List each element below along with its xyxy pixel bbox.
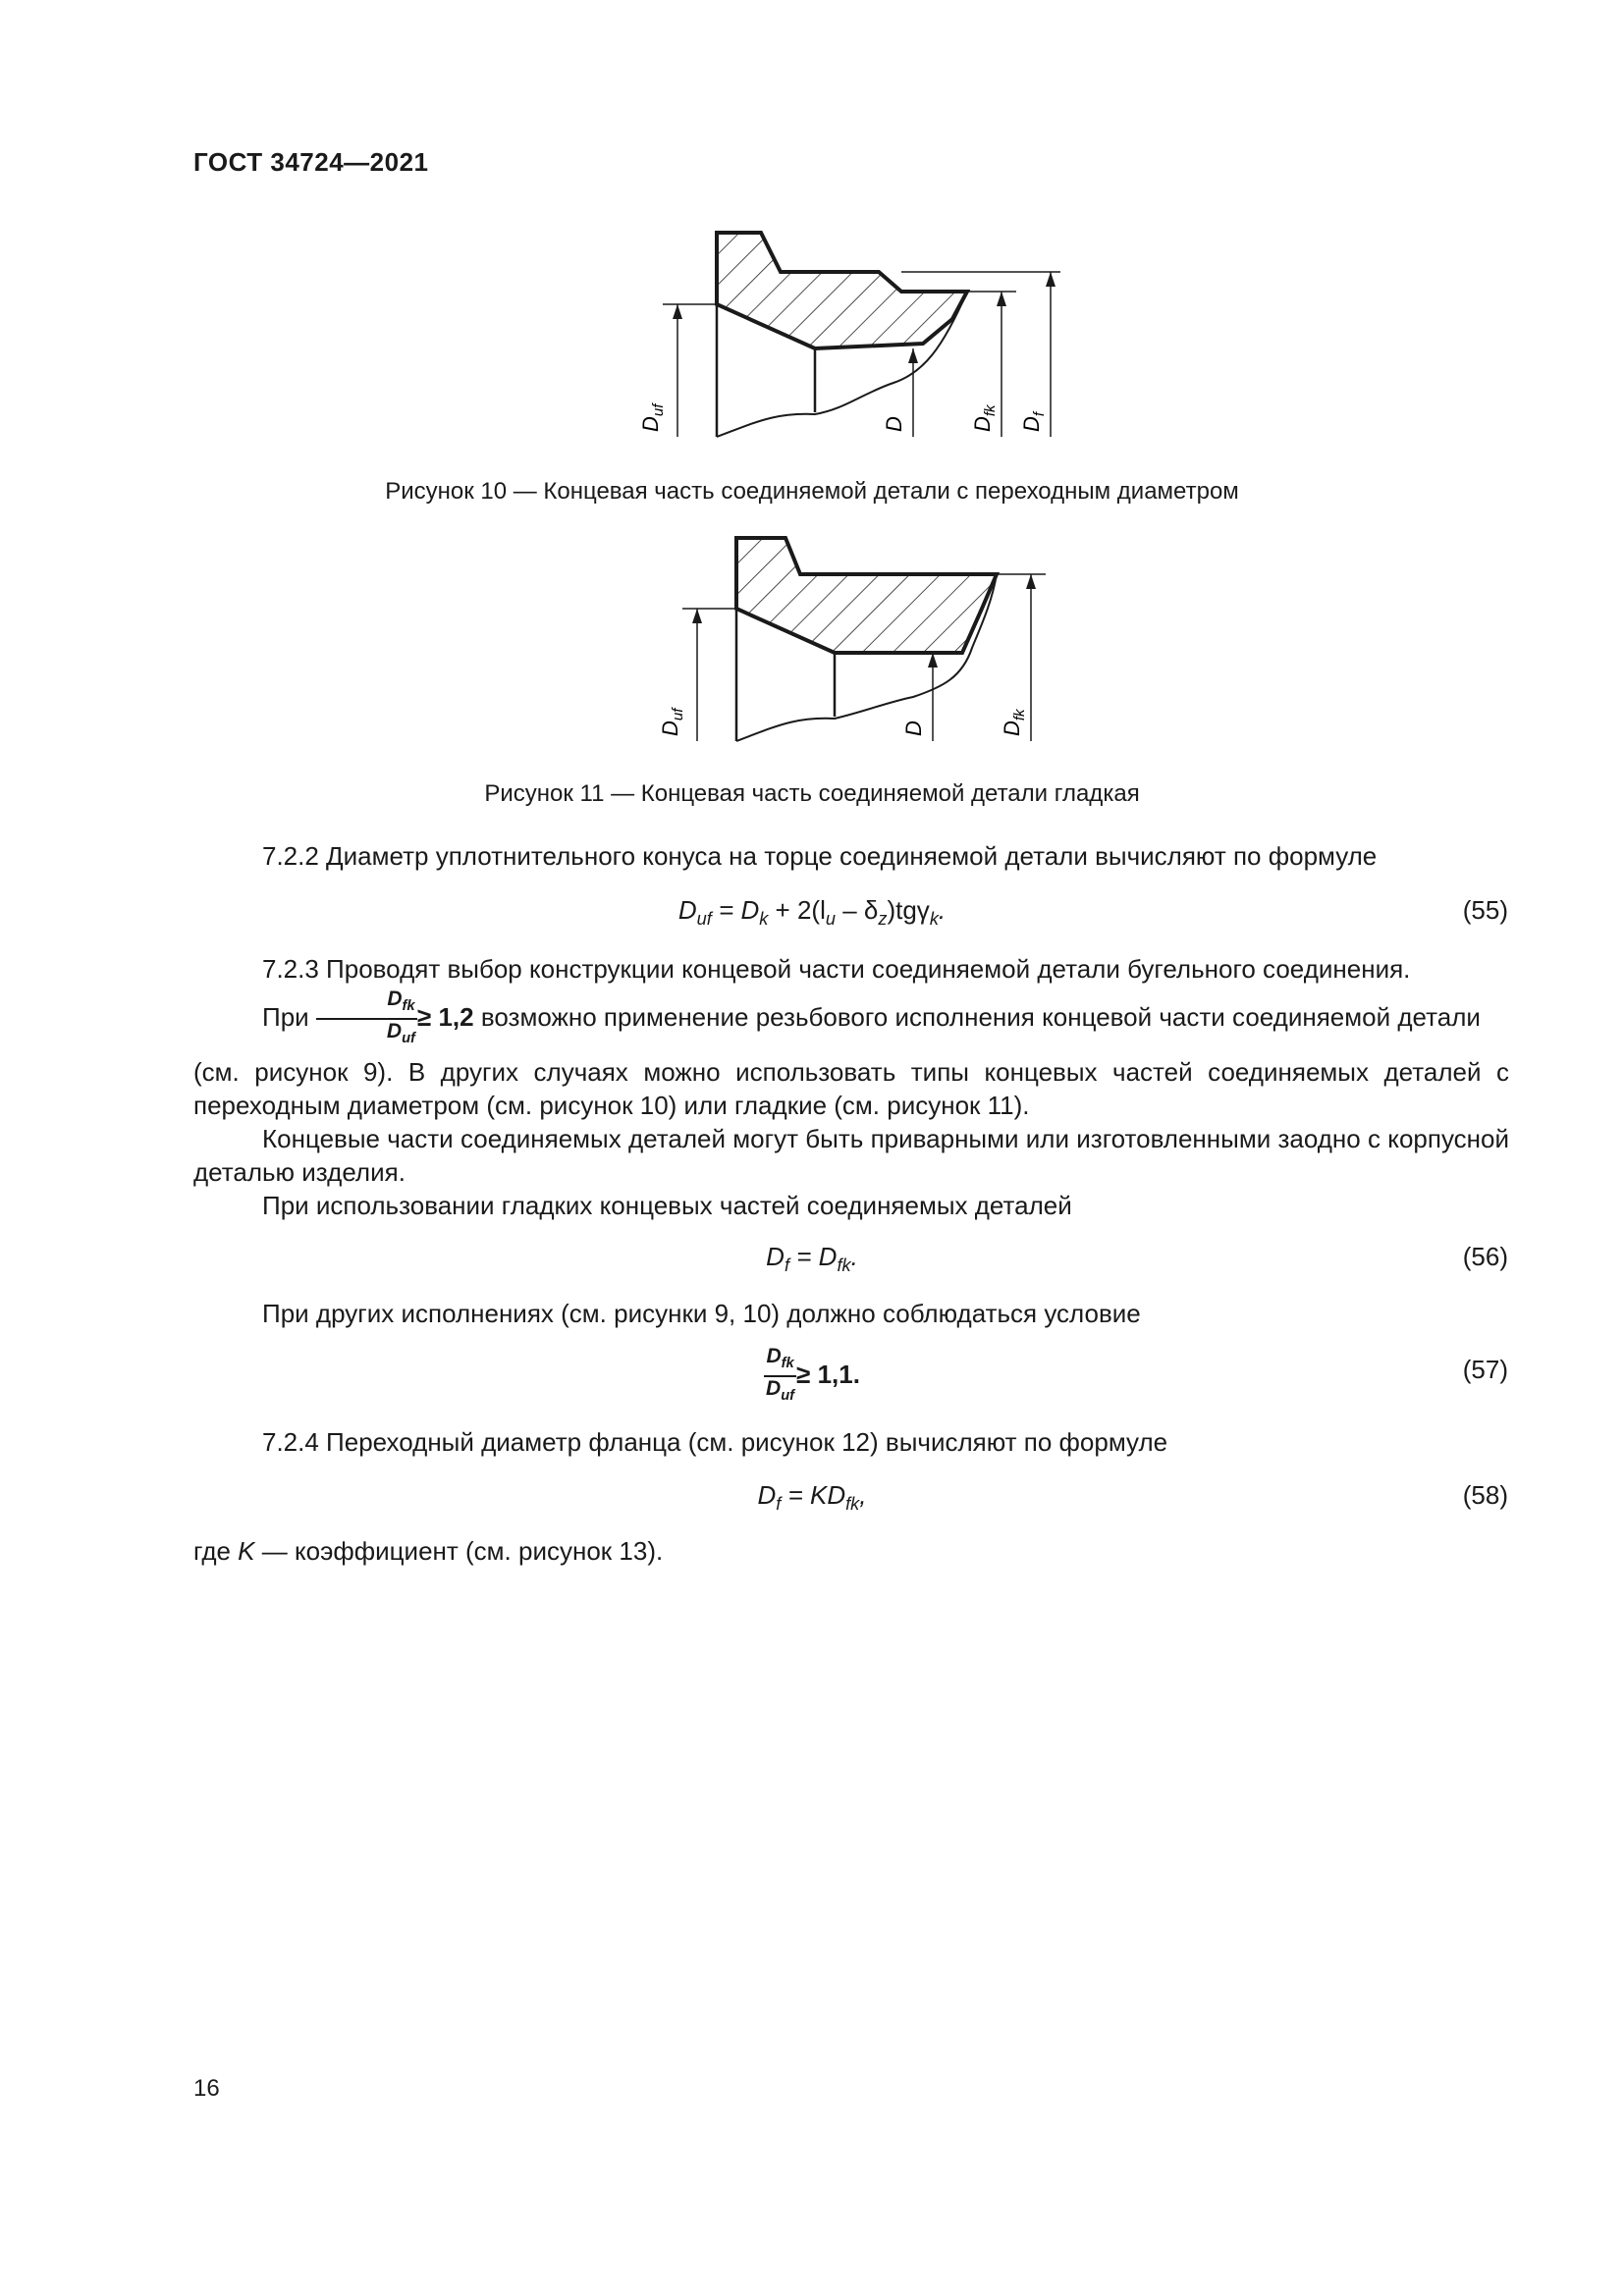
label-d: D [882,416,906,432]
equation-57: $\frac{D_{fk}}{D_{uf}}$ ≥ 1,1. [0,1345,1624,1408]
paragraph-7-2-3: 7.2.3 Проводят выбор конструкции концевой части соединяемой детали бугельного соединения. [262,954,1411,984]
paragraph-7-2-2: 7.2.2 Диаметр уплотнительного конуса на торце соединяемой детали вычисляют по формуле [262,841,1378,871]
figure-11-drawing [648,530,1060,751]
paragraph-gde-k: где K — коэффициент (см. рисунок 13). [193,1536,664,1566]
paragraph-pri-fraction: При $\frac{D_{fk}}{D_{uf}}$ ≥ 1,2 возможно применение резьбового исполнения концевой части соединяемой детали [193,988,1509,1050]
page-number: 16 [193,2075,220,2102]
figure-10-drawing [628,221,1080,447]
paragraph-gladkie: При использовании гладких концевых частей соединяемых деталей [262,1191,1072,1220]
label-dfk: $D_{fk}$ [1000,709,1028,736]
fraction-dfk-duf-57: $\frac{D_{fk}}{D_{uf}}$ [766,1345,795,1405]
label-dfk: $D_{fk}$ [970,404,999,432]
equation-58: $D_f = KD_{fk}$, [757,1480,867,1515]
equation-58-number: (58) [1462,1480,1508,1510]
equation-57-number: (57) [1462,1355,1508,1384]
figure-10-caption: Рисунок 10 — Концевая часть соединяемой детали с переходным диаметром [385,478,1239,505]
equation-56: $D_f = D_{fk}$. [766,1242,858,1276]
label-duf: $D_{uf}$ [638,403,667,432]
paragraph-koncevye: Концевые части соединяемых деталей могут быть приварными или изготовленными заодно с корпусной деталью изделия. [193,1124,1509,1187]
equation-55: $D_{uf} = D_k + 2(l_u - \delta_z)tg\gamma_k$. [677,895,947,930]
figure-11-caption: Рисунок 11 — Концевая часть соединяемой детали гладкая [484,780,1140,807]
paragraph-7-2-4: 7.2.4 Переходный диаметр фланца (см. рисунок 12) вычисляют по формуле [262,1427,1168,1457]
fraction-dfk-duf: $\frac{D_{fk}}{D_{uf}}$ [316,988,417,1050]
label-duf: $D_{uf}$ [658,708,686,736]
label-d: D [901,721,926,736]
equation-56-number: (56) [1462,1242,1508,1271]
paragraph-drugie: При других исполнениях (см. рисунки 9, 10) должно соблюдаться условие [262,1299,1141,1328]
document-header: ГОСТ 34724—2021 [193,147,429,177]
equation-55-number: (55) [1462,895,1508,925]
label-df: $D_f$ [1019,411,1048,432]
paragraph-pri-continuation: (см. рисунок 9). В других случаях можно использовать типы концевых частей соединяемых деталей с переходным диаметром (см. рисунок 10) или гладкие (см. рисунок 11). [193,1057,1509,1120]
